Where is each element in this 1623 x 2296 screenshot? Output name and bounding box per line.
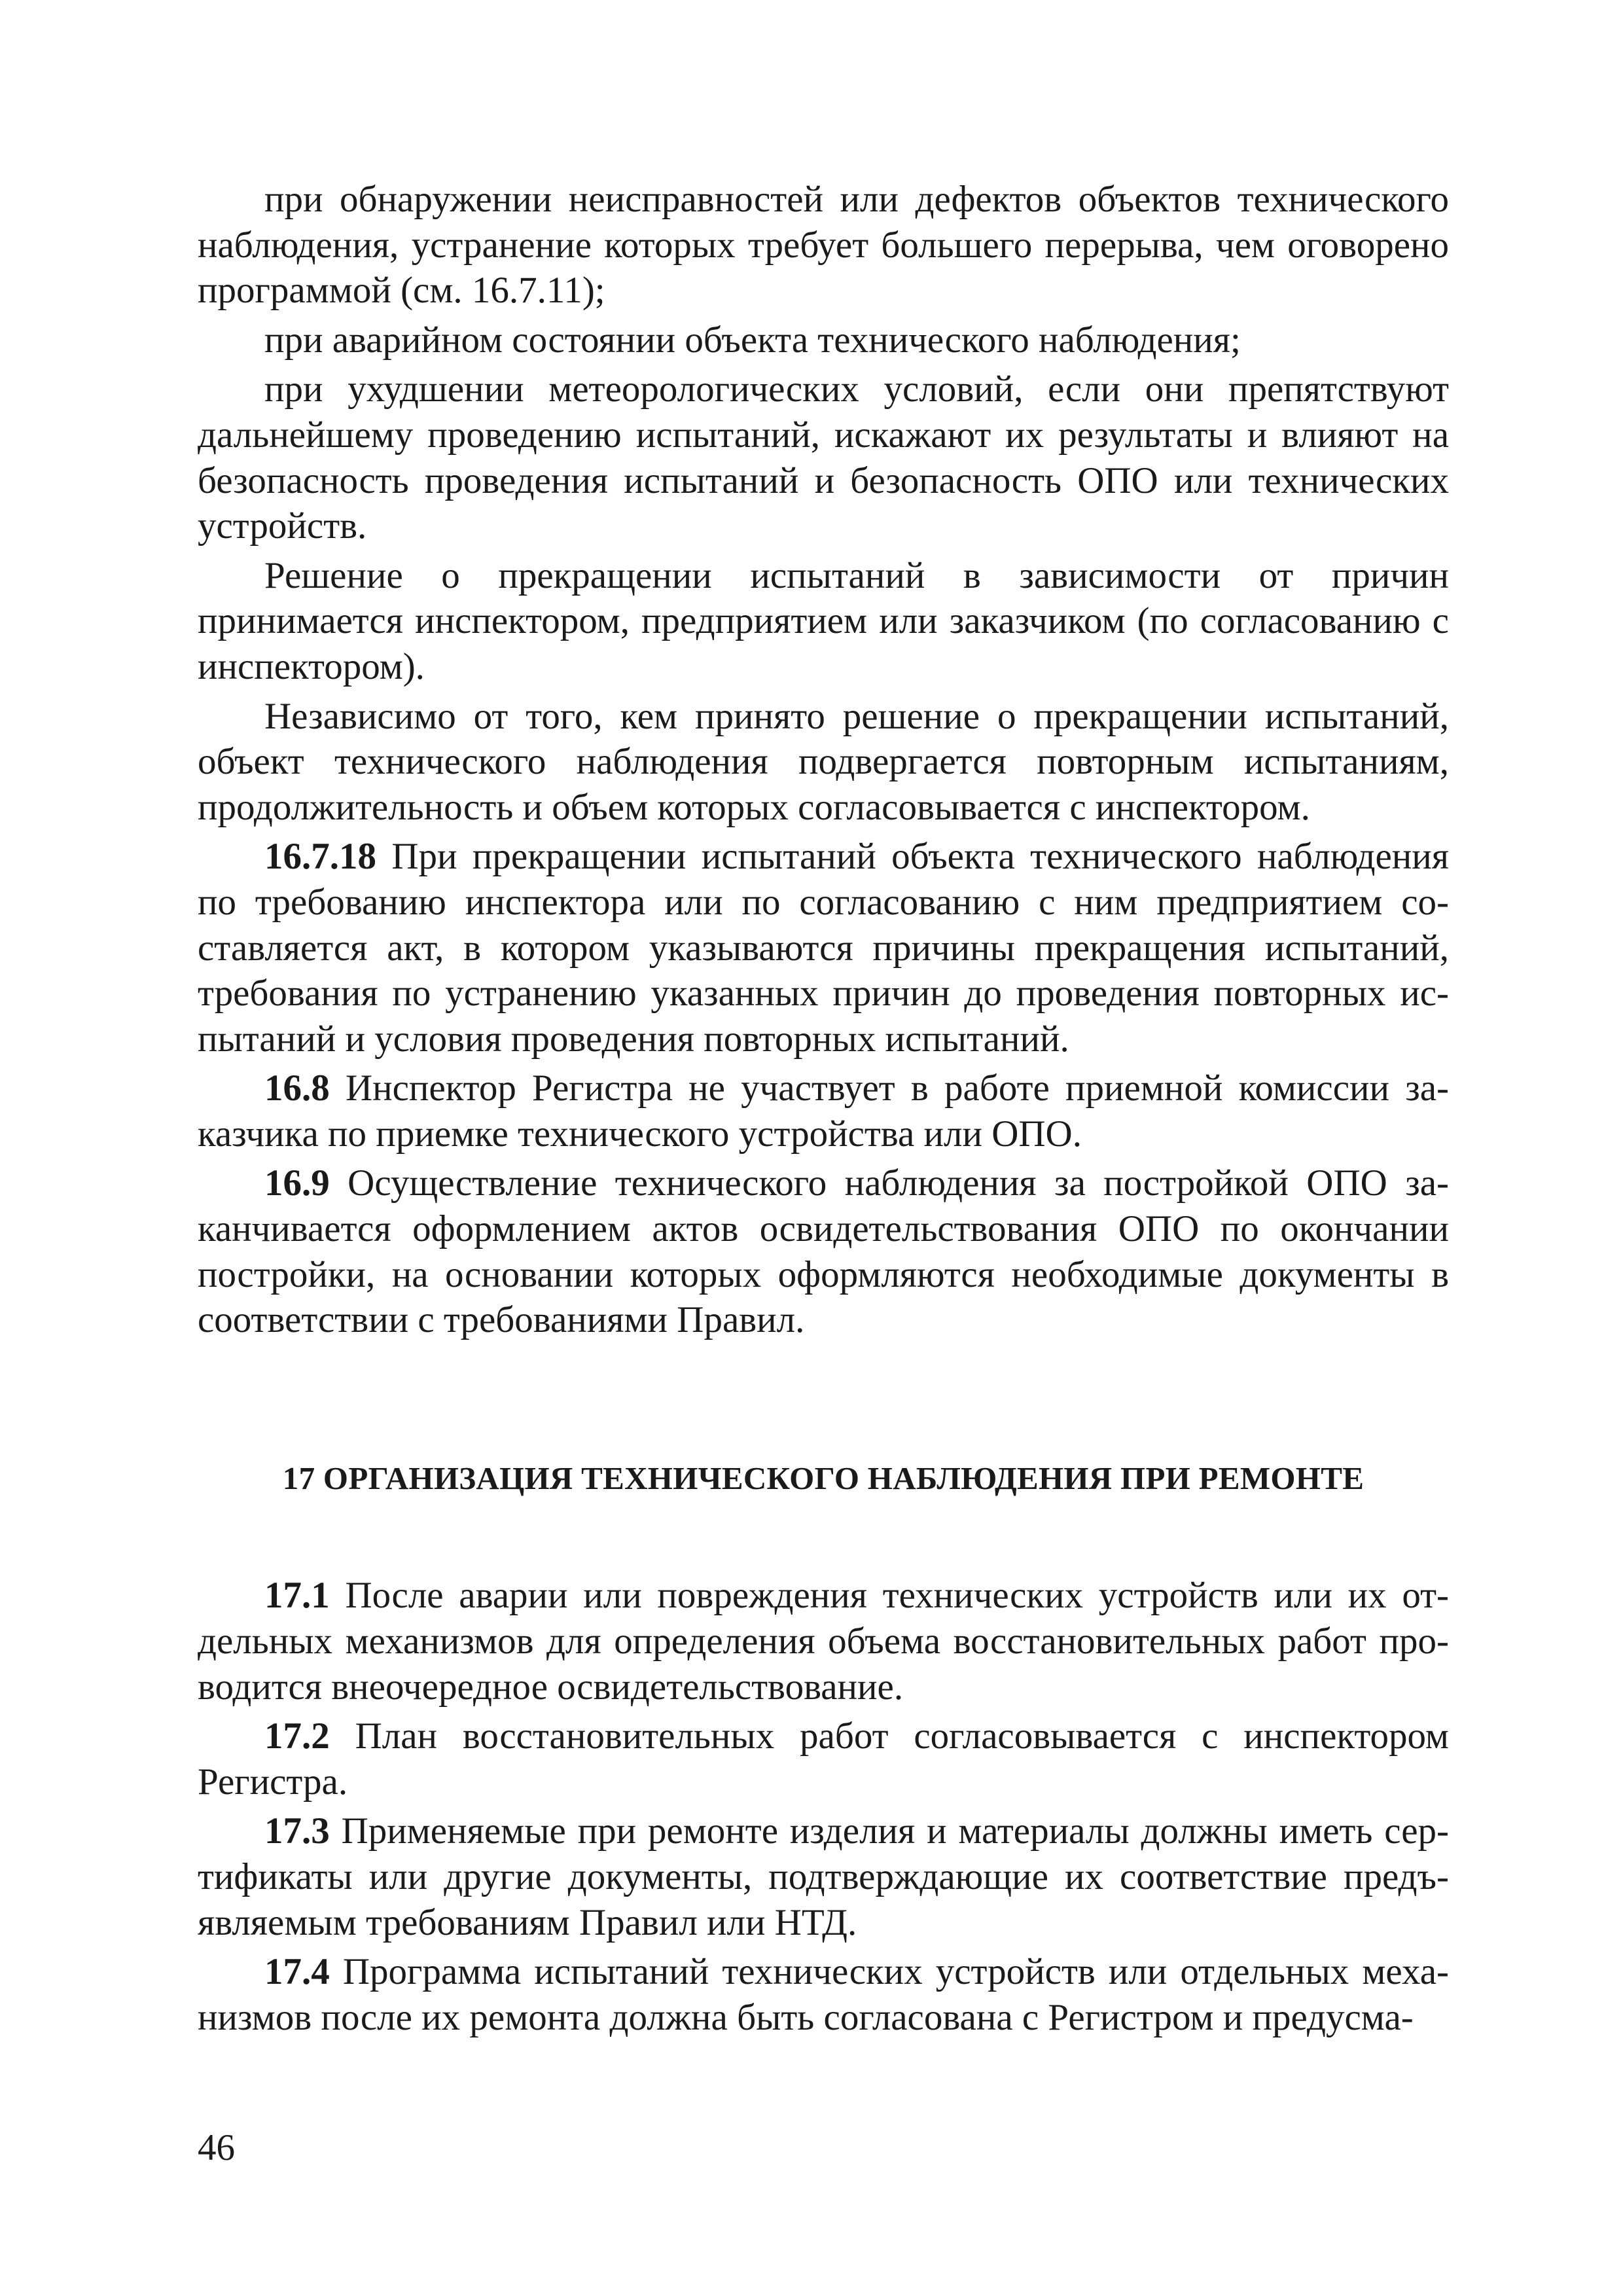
clause-number: 17.3	[264, 1810, 330, 1852]
clause-paragraph	[198, 1949, 1449, 2040]
paragraph-text: Применяемые при ремонте изделия и материалы должны иметь сертификаты или другие документы, подтверждающие их соответствие предъявляемым требованиям Правил или НТД.	[198, 1810, 1450, 1943]
paragraph-text: Решение о прекращении испытаний в зависимости от причин принимается инспектором, предприятием или заказчиком (по согласованию с инспектором).	[198, 554, 1449, 687]
paragraph-text: при ухудшении метеорологических условий, если они препятствуют дальнейшему проведению испытаний, искажают их результаты и влияют на безопасность проведения испытаний и безопасность ОПО или технических устройств.	[198, 368, 1449, 547]
paragraph-text: Инспектор Регистра не участвует в работе приемной комиссии заказчика по приемке технического устройства или ОПО.	[198, 1067, 1450, 1155]
clause-paragraph	[198, 1160, 1449, 1342]
paragraph	[198, 553, 1449, 690]
paragraph-text: Независимо от того, кем принято решение о прекращении испытаний, объект технического наблюдения подвергается повторным испытаниям, продолжительность и объем которых согласовывается с инспектором.	[198, 695, 1449, 828]
clause-paragraph	[198, 1573, 1449, 1710]
paragraph	[198, 694, 1449, 831]
clause-paragraph	[198, 1808, 1449, 1945]
clause-number: 17.4	[264, 1951, 330, 1993]
paragraph-text: Осуществление технического наблюдения за постройкой ОПО заканчивается оформлением актов освидетельствования ОПО по окончании постройки, на основании которых оформляются необходимые документы в соответствии с требованиями Правил.	[198, 1162, 1450, 1341]
clause-number: 16.8	[264, 1067, 330, 1109]
paragraph	[198, 317, 1449, 363]
clause-number: 16.9	[264, 1162, 330, 1204]
paragraph-text: Программа испытаний технических устройств или отдельных механизмов после их ремонта должна быть согласована с Регистром и предусма-	[198, 1951, 1450, 2038]
page-number: 46	[198, 2127, 235, 2168]
paragraph-text: при аварийном состоянии объекта технического наблюдения;	[264, 319, 1241, 361]
clause-number: 16.7.18	[264, 836, 376, 878]
clause-paragraph	[198, 1066, 1449, 1157]
paragraph	[198, 177, 1449, 314]
paragraph-text: План восстановительных работ согласовывается с инспектором Регистра.	[198, 1715, 1449, 1803]
clause-number: 17.1	[264, 1575, 330, 1617]
clause-paragraph	[198, 1713, 1449, 1804]
paragraph-text: После аварии или повреждения технических устройств или их отдельных механизмов для определения объема восстановительных работ проводится внеочередное освидетельствование.	[198, 1575, 1449, 1708]
body-text	[198, 177, 1449, 2040]
clause-paragraph	[198, 834, 1449, 1062]
paragraph-text: При прекращении испытаний объекта технического наблюдения по требованию инспектора или по согласованию с ним предприятием составляется акт, в котором указываются причины прекращения испытаний, требования по устранению указанных причин до проведения повторных испытаний и условия проведения повторных испытаний.	[198, 836, 1449, 1060]
paragraph-text: при обнаружении неисправностей или дефектов объектов технического наблюдения, устранение которых требует большего перерыва, чем оговорено программой (см. 16.7.11);	[198, 179, 1449, 312]
paragraph	[198, 367, 1449, 548]
clause-number: 17.2	[264, 1715, 330, 1757]
section-heading: 17 ОРГАНИЗАЦИЯ ТЕХНИЧЕСКОГО НАБЛЮДЕНИЯ ПРИ РЕМОНТЕ	[282, 1460, 1364, 1496]
